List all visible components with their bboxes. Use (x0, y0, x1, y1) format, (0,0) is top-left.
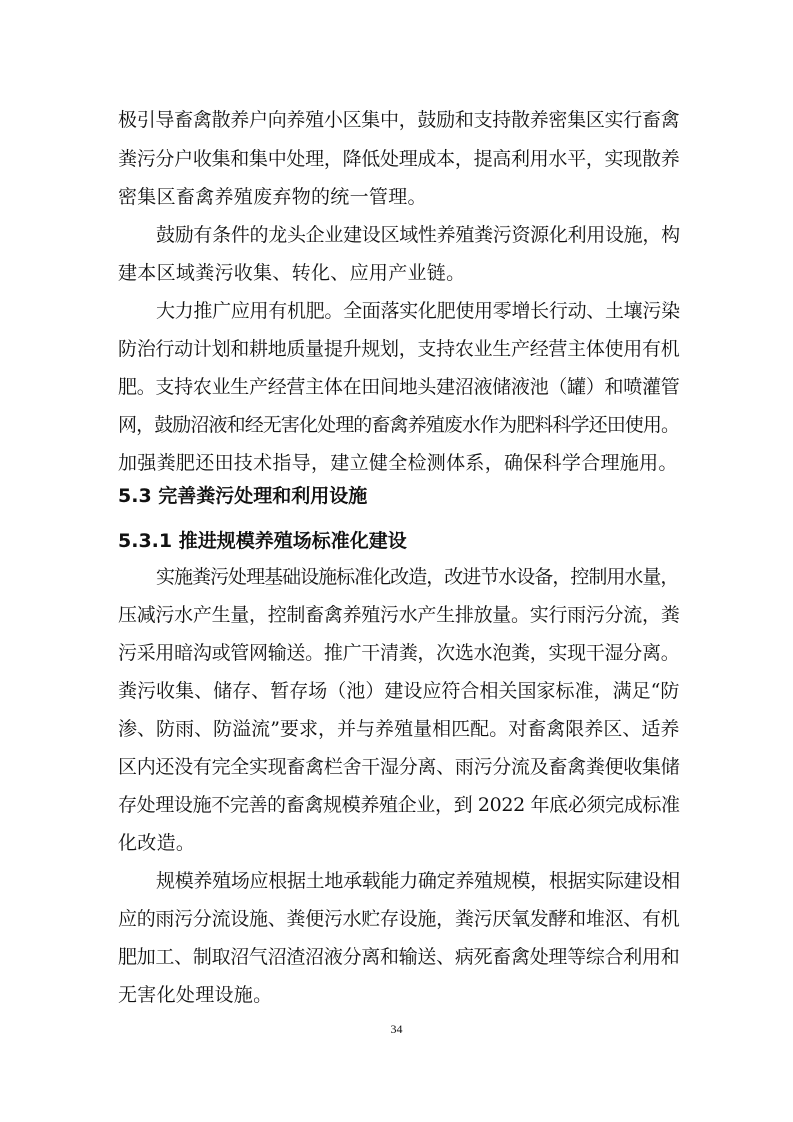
paragraph-4-line-8: 化改造。 (118, 832, 196, 854)
paragraph-1-line-1: 极引导畜禽散养户向养殖小区集中，鼓励和支持散养密集区实行畜禽 (118, 109, 680, 131)
paragraph-5-line-1: 规模养殖场应根据土地承载能力确定养殖规模，根据实际建设相 (156, 870, 680, 892)
paragraph-2-line-2: 建本区域粪污收集、转化、应用产业链。 (118, 262, 466, 284)
paragraph-4-line-6: 区内还没有完全实现畜禽栏舍干湿分离、雨污分流及畜禽粪便收集储 (118, 756, 680, 778)
paragraph-2-line-1: 鼓励有条件的龙头企业建设区域性养殖粪污资源化利用设施，构 (156, 224, 680, 246)
page-number: 34 (390, 1022, 403, 1036)
paragraph-3-line-3: 肥。支持农业生产经营主体在田间地头建沼液储液池（罐）和喷灌管 (118, 376, 680, 398)
paragraph-4-line-1: 实施粪污处理基础设施标准化改造，改进节水设备，控制用水量， (156, 566, 679, 588)
paragraph-5-line-3: 肥加工、制取沼气沼渣沼液分离和输送、病死畜禽处理等综合利用和 (118, 946, 680, 968)
paragraph-1-line-3: 密集区畜禽养殖废弃物的统一管理。 (118, 186, 427, 208)
paragraph-1-line-2: 粪污分户收集和集中处理，降低处理成本，提高利用水平，实现散养 (118, 148, 680, 170)
paragraph-4-line-7: 存处理设施不完善的畜禽规模养殖企业，到 2022 年底必须完成标准 (118, 794, 680, 816)
paragraph-3-line-5: 加强粪肥还田技术指导，建立健全检测体系，确保科学合理施用。 (118, 452, 678, 474)
section-heading: 5.3 完善粪污处理和利用设施 (118, 485, 368, 507)
paragraph-4-line-5: 渗、防雨、防溢流”要求，并与养殖量相匹配。对畜禽限养区、适养 (118, 718, 680, 740)
paragraph-4-line-3: 污采用暗沟或管网输送。推广干清粪，次选水泡粪，实现干湿分离。 (118, 642, 680, 664)
paragraph-3-line-4: 网，鼓励沼液和经无害化处理的畜禽养殖废水作为肥料科学还田使用。 (118, 414, 680, 436)
subsection-heading: 5.3.1 推进规模养殖场标准化建设 (118, 530, 407, 552)
paragraph-3-line-1: 大力推广应用有机肥。全面落实化肥使用零增长行动、土壤污染 (156, 300, 680, 322)
paragraph-5-line-2: 应的雨污分流设施、粪便污水贮存设施，粪污厌氧发酵和堆沤、有机 (118, 908, 680, 930)
paragraph-3-line-2: 防治行动计划和耕地质量提升规划，支持农业生产经营主体使用有机 (118, 338, 680, 360)
paragraph-4-line-4: 粪污收集、储存、暂存场（池）建设应符合相关国家标准，满足“防 (118, 680, 680, 702)
paragraph-4-line-2: 压减污水产生量，控制畜禽养殖污水产生排放量。实行雨污分流，粪 (118, 604, 680, 626)
paragraph-5-line-4: 无害化处理设施。 (118, 984, 273, 1006)
